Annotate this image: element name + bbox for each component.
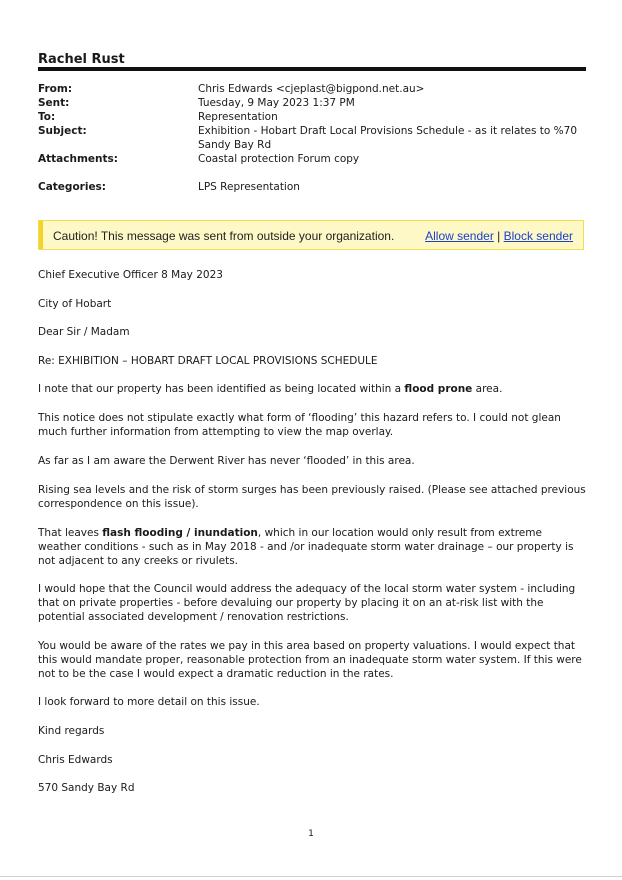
- header-rule: [38, 67, 586, 71]
- body-paragraph: I look forward to more detail on this issue.: [38, 696, 260, 708]
- attachments-row: [38, 152, 586, 166]
- page-number: 1: [308, 829, 314, 839]
- caution-text: Caution! This message was sent from outside your organization.: [53, 229, 395, 243]
- body-text-run: area.: [472, 383, 503, 395]
- categories-row: [38, 180, 586, 194]
- attachments-label: Attachments:: [38, 153, 118, 165]
- external-sender-banner: [38, 220, 584, 250]
- sender-actions: [425, 229, 573, 243]
- block-sender-link[interactable]: Block sender: [503, 229, 573, 243]
- body-paragraph: Rising sea levels and the risk of storm surges has been previously raised. (Please see attached previous correspondence on this issue).: [38, 484, 586, 511]
- to-row: [38, 110, 586, 124]
- from-label: From:: [38, 83, 73, 95]
- body-text-run: , which in our location would only result from extreme weather conditions - such as in May 2018 - and /or inadequate storm water drainage – our property is not adjacent to any creeks or rivulets.: [38, 527, 574, 568]
- sender-actions-separator: |: [497, 229, 501, 243]
- body-text-run: That leaves: [38, 527, 103, 539]
- subject-value: Exhibition - Hobart Draft Local Provisions Schedule - as it relates to %70 Sandy Bay Rd: [198, 125, 578, 151]
- body-paragraph: Kind regards: [38, 725, 105, 737]
- from-row: [38, 82, 586, 96]
- body-paragraph: As far as I am aware the Derwent River has never ‘flooded’ in this area.: [38, 455, 415, 467]
- body-paragraph: [38, 382, 586, 396]
- body-paragraph: Chief Executive Officer 8 May 2023: [38, 269, 223, 281]
- body-paragraph: You would be aware of the rates we pay in this area based on property valuations. I would expect that this would mandate proper, reasonable protection from an inadequate storm water system. If this were not to be the case I would expect a dramatic reduction in the rates.: [38, 640, 582, 681]
- body-text-run: I note that our property has been identified as being located within a: [38, 383, 405, 395]
- to-label: To:: [38, 111, 56, 123]
- categories-label: Categories:: [38, 181, 107, 193]
- subject-label: Subject:: [38, 125, 87, 137]
- to-value: Representation: [198, 111, 278, 123]
- body-paragraph: I would hope that the Council would address the adequacy of the local storm water system - including that on private properties - before devaluing our property by placing it on an at-risk list with the potential associated development / renovation restrictions.: [38, 583, 576, 624]
- body-paragraph: [38, 526, 586, 569]
- banner-accent: [39, 221, 43, 249]
- allow-sender-link[interactable]: Allow sender: [425, 229, 494, 243]
- body-paragraph: Re: EXHIBITION – HOBART DRAFT LOCAL PROVISIONS SCHEDULE: [38, 355, 378, 367]
- sent-value: Tuesday, 9 May 2023 1:37 PM: [198, 97, 355, 109]
- body-paragraph: This notice does not stipulate exactly what form of ‘flooding’ this hazard refers to. I could not glean much further information from attempting to view the map overlay.: [38, 412, 561, 439]
- body-bold-run: flood prone: [404, 383, 473, 395]
- email-header: [38, 82, 586, 194]
- body-paragraph: 570 Sandy Bay Rd: [38, 782, 135, 794]
- subject-row: [38, 124, 586, 152]
- categories-value: LPS Representation: [198, 181, 300, 193]
- body-paragraph: City of Hobart: [38, 298, 112, 310]
- body-paragraph: Dear Sir / Madam: [38, 326, 130, 338]
- sent-row: [38, 96, 586, 110]
- page-bottom-edge: [0, 876, 622, 877]
- mailbox-owner-name: Rachel Rust: [38, 52, 125, 67]
- attachments-value: Coastal protection Forum copy: [198, 153, 360, 165]
- body-bold-run: flash flooding / inundation: [102, 527, 258, 539]
- sent-label: Sent:: [38, 97, 70, 109]
- body-paragraph: Chris Edwards: [38, 754, 113, 766]
- from-value: Chris Edwards <cjeplast@bigpond.net.au>: [198, 83, 425, 95]
